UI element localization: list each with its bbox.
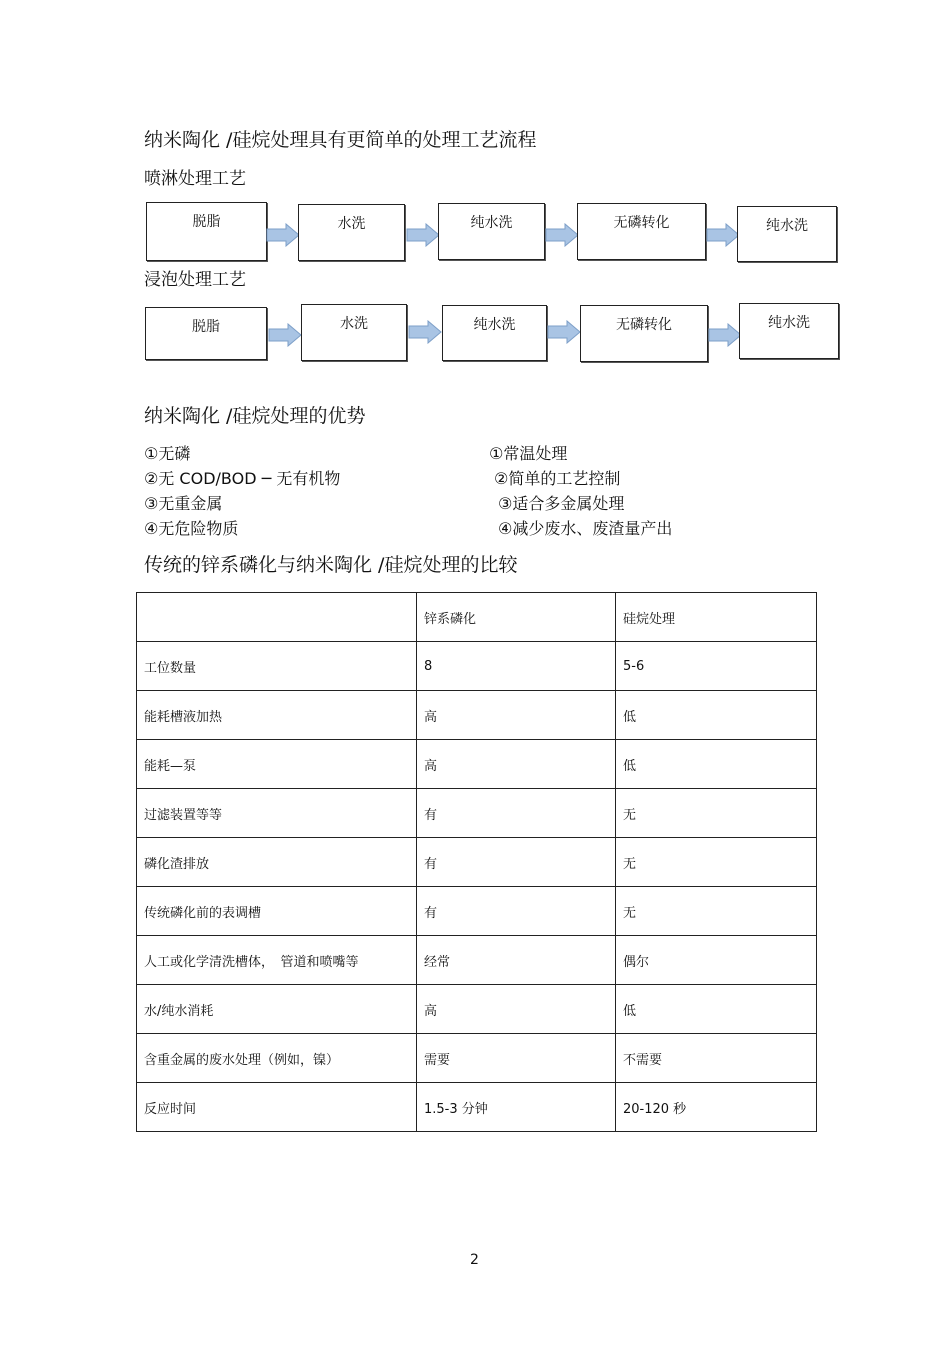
table-cell: 反应时间	[137, 1083, 417, 1132]
table-row	[137, 642, 817, 691]
arrow-right-icon	[545, 223, 579, 247]
table-row	[137, 838, 817, 887]
table-row	[137, 1083, 817, 1132]
header-cell	[137, 593, 417, 642]
table-cell: 水/纯水消耗	[137, 985, 417, 1034]
step-label: 水洗	[340, 316, 368, 332]
spray-step-di-rinse	[438, 203, 545, 260]
advantage-item: ②无 COD/BOD ─ 无有机物	[144, 469, 341, 488]
table-header-row	[137, 593, 817, 642]
header-cell: 锌系磷化	[417, 593, 616, 642]
table-cell: 8	[417, 642, 616, 691]
step-label: 纯水洗	[768, 315, 810, 331]
table-cell: 有	[417, 789, 616, 838]
advantage-item: ④无危险物质	[144, 519, 239, 538]
table-cell: 低	[616, 691, 817, 740]
spray-process-title: 喷淋处理工艺	[144, 169, 246, 189]
arrow-right-icon	[268, 323, 302, 347]
table-row	[137, 691, 817, 740]
step-label: 纯水洗	[473, 317, 516, 333]
dip-step-di-rinse-final	[739, 303, 839, 359]
advantage-item: ②简单的工艺控制	[494, 469, 621, 488]
table-row	[137, 985, 817, 1034]
table-cell: 人工或化学清洗槽体， 管道和喷嘴等	[137, 936, 417, 985]
advantage-item: ④减少废水、废渣量产出	[498, 519, 673, 538]
table-cell: 高	[417, 691, 616, 740]
advantages-left-list	[144, 441, 340, 541]
table-cell: 有	[417, 838, 616, 887]
arrow-right-icon	[408, 320, 442, 344]
table-row	[137, 936, 817, 985]
arrow-right-icon	[708, 323, 742, 347]
comparison-title: 传统的锌系磷化与纳米陶化 /硅烷处理的比较	[144, 554, 518, 576]
advantages-title: 纳米陶化 /硅烷处理的优势	[144, 405, 366, 427]
table-cell: 高	[417, 740, 616, 789]
table-cell: 有	[417, 887, 616, 936]
dip-step-degrease	[145, 307, 267, 360]
page-number: 2	[470, 1252, 479, 1268]
table-cell: 无	[616, 887, 817, 936]
arrow-right-icon	[266, 223, 300, 247]
step-label: 无磷转化	[616, 317, 672, 333]
table-row	[137, 789, 817, 838]
table-cell: 低	[616, 985, 817, 1034]
dip-step-phosphate-free-conversion	[580, 305, 708, 362]
advantage-item: ①常温处理	[489, 444, 568, 463]
spray-step-rinse	[298, 204, 405, 261]
header-cell: 硅烷处理	[616, 593, 817, 642]
dip-step-di-rinse	[442, 305, 547, 361]
advantage-item: ③适合多金属处理	[498, 494, 625, 513]
step-label: 无磷转化	[613, 215, 670, 231]
table-cell: 偶尔	[616, 936, 817, 985]
spray-step-degrease	[146, 202, 267, 261]
table-row	[137, 740, 817, 789]
table-cell: 需要	[417, 1034, 616, 1083]
step-label: 脱脂	[192, 214, 221, 230]
table-cell: 经常	[417, 936, 616, 985]
table-cell: 高	[417, 985, 616, 1034]
table-cell: 过滤装置等等	[137, 789, 417, 838]
dip-process-title: 浸泡处理工艺	[144, 270, 246, 290]
table-cell: 1.5-3 分钟	[417, 1083, 616, 1132]
table-cell: 能耗槽液加热	[137, 691, 417, 740]
table-row	[137, 1034, 817, 1083]
arrow-right-icon	[547, 320, 581, 344]
table-cell: 传统磷化前的表调槽	[137, 887, 417, 936]
table-cell: 无	[616, 789, 817, 838]
table-cell: 能耗—泵	[137, 740, 417, 789]
advantage-item: ③无重金属	[144, 494, 223, 513]
spray-step-phosphate-free-conversion	[577, 203, 706, 260]
table-cell: 含重金属的废水处理（例如，镍）	[137, 1034, 417, 1083]
arrow-right-icon	[406, 223, 440, 247]
advantages-right-list	[489, 441, 672, 541]
table-cell: 不需要	[616, 1034, 817, 1083]
table-cell: 工位数量	[137, 642, 417, 691]
step-label: 纯水洗	[766, 218, 808, 234]
table-cell: 无	[616, 838, 817, 887]
process-flow-title: 纳米陶化 /硅烷处理具有更简单的处理工艺流程	[144, 129, 537, 151]
spray-step-di-rinse-final	[737, 206, 837, 262]
step-label: 水洗	[337, 216, 366, 232]
comparison-table	[136, 592, 817, 1132]
table-row	[137, 887, 817, 936]
table-cell: 5-6	[616, 642, 817, 691]
step-label: 纯水洗	[470, 215, 513, 231]
table-cell: 20-120 秒	[616, 1083, 817, 1132]
advantage-item: ①无磷	[144, 444, 191, 463]
step-label: 脱脂	[192, 319, 220, 335]
table-cell: 低	[616, 740, 817, 789]
dip-step-rinse	[301, 304, 407, 361]
table-cell: 磷化渣排放	[137, 838, 417, 887]
arrow-right-icon	[706, 223, 740, 247]
